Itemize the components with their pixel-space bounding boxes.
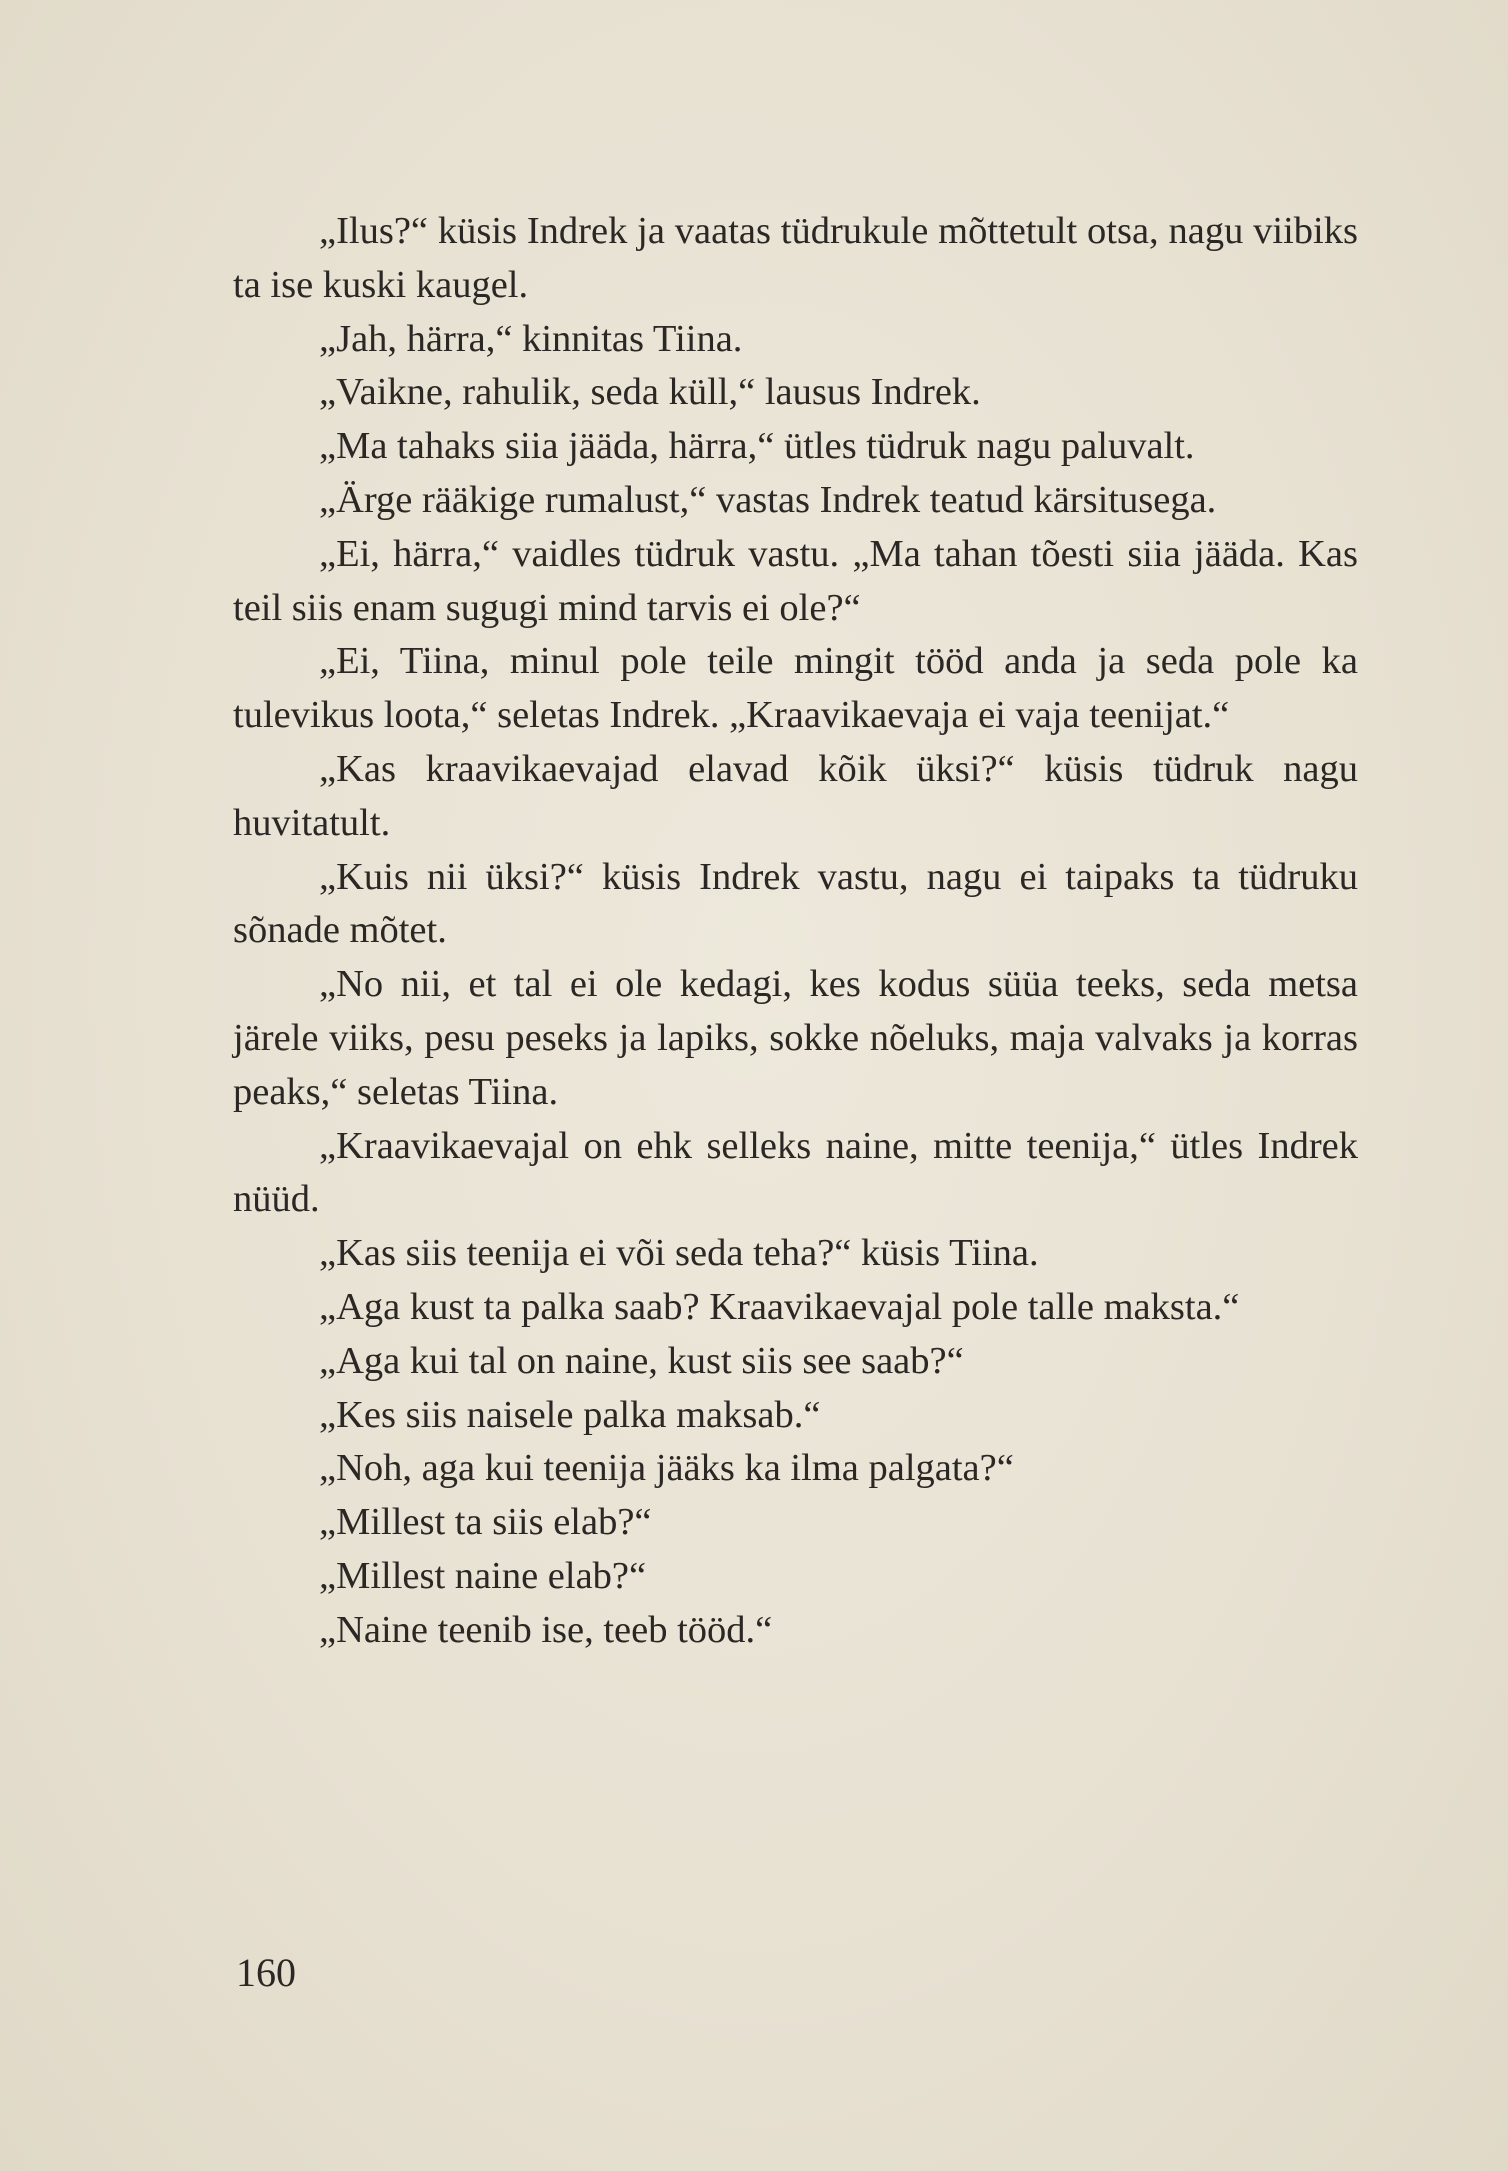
paragraph: „Kas kraavikaevajad elavad kõik üksi?“ küsis tüdruk nagu huvitatult.	[233, 747, 1358, 844]
paragraph: „Aga kui tal on naine, kust siis see saab?“	[319, 1339, 964, 1382]
paragraph: „Kes siis naisele palka maksab.“	[319, 1393, 821, 1436]
paragraph: „Ma tahaks siia jääda, härra,“ ütles tüdruk nagu paluvalt.	[319, 425, 1195, 468]
paragraph: „Vaikne, rahulik, seda küll,“ lausus Indrek.	[319, 371, 981, 414]
paragraph: „Jah, härra,“ kinnitas Tiina.	[319, 317, 743, 360]
page-body-text	[233, 205, 1358, 1658]
paragraph: „Kuis nii üksi?“ küsis Indrek vastu, nagu ei taipaks ta tüdruku sõnade mõtet.	[233, 855, 1358, 952]
paragraph: „Ilus?“ küsis Indrek ja vaatas tüdrukule mõttetult otsa, nagu viibiks ta ise kuski kaugel.	[233, 210, 1358, 306]
paragraph: „Aga kust ta palka saab? Kraavikaevajal pole talle maksta.“	[319, 1285, 1240, 1328]
paragraph: „Millest naine elab?“	[319, 1554, 647, 1597]
paragraph: „Ei, härra,“ vaidles tüdruk vastu. „Ma tahan tõesti siia jääda. Kas teil siis enam sugugi mind tarvis ei ole?“	[233, 532, 1358, 629]
paragraph: „Naine teenib ise, teeb tööd.“	[319, 1608, 773, 1651]
page-number: 160	[236, 1950, 296, 1995]
paragraph: „Kraavikaevajal on ehk selleks naine, mitte teenija,“ ütles Indrek nüüd.	[233, 1124, 1358, 1221]
paragraph: „Noh, aga kui teenija jääks ka ilma palgata?“	[319, 1447, 1014, 1490]
paragraph: „Millest ta siis elab?“	[319, 1501, 652, 1544]
paragraph: „Kas siis teenija ei või seda teha?“ küsis Tiina.	[319, 1232, 1039, 1275]
paragraph: „Ärge rääkige rumalust,“ vastas Indrek teatud kärsitusega.	[319, 478, 1217, 521]
paragraph: „Ei, Tiina, minul pole teile mingit tööd anda ja seda pole ka tulevikus loota,“ seletas Indrek. „Kraavikaevaja ei vaja teenijat.“	[233, 640, 1358, 737]
paragraph: „No nii, et tal ei ole kedagi, kes kodus süüa teeks, seda metsa järele viiks, pesu peseks ja lapiks, sokke nõeluks, maja valvaks ja korras peaks,“ seletas Tiina.	[233, 963, 1358, 1113]
